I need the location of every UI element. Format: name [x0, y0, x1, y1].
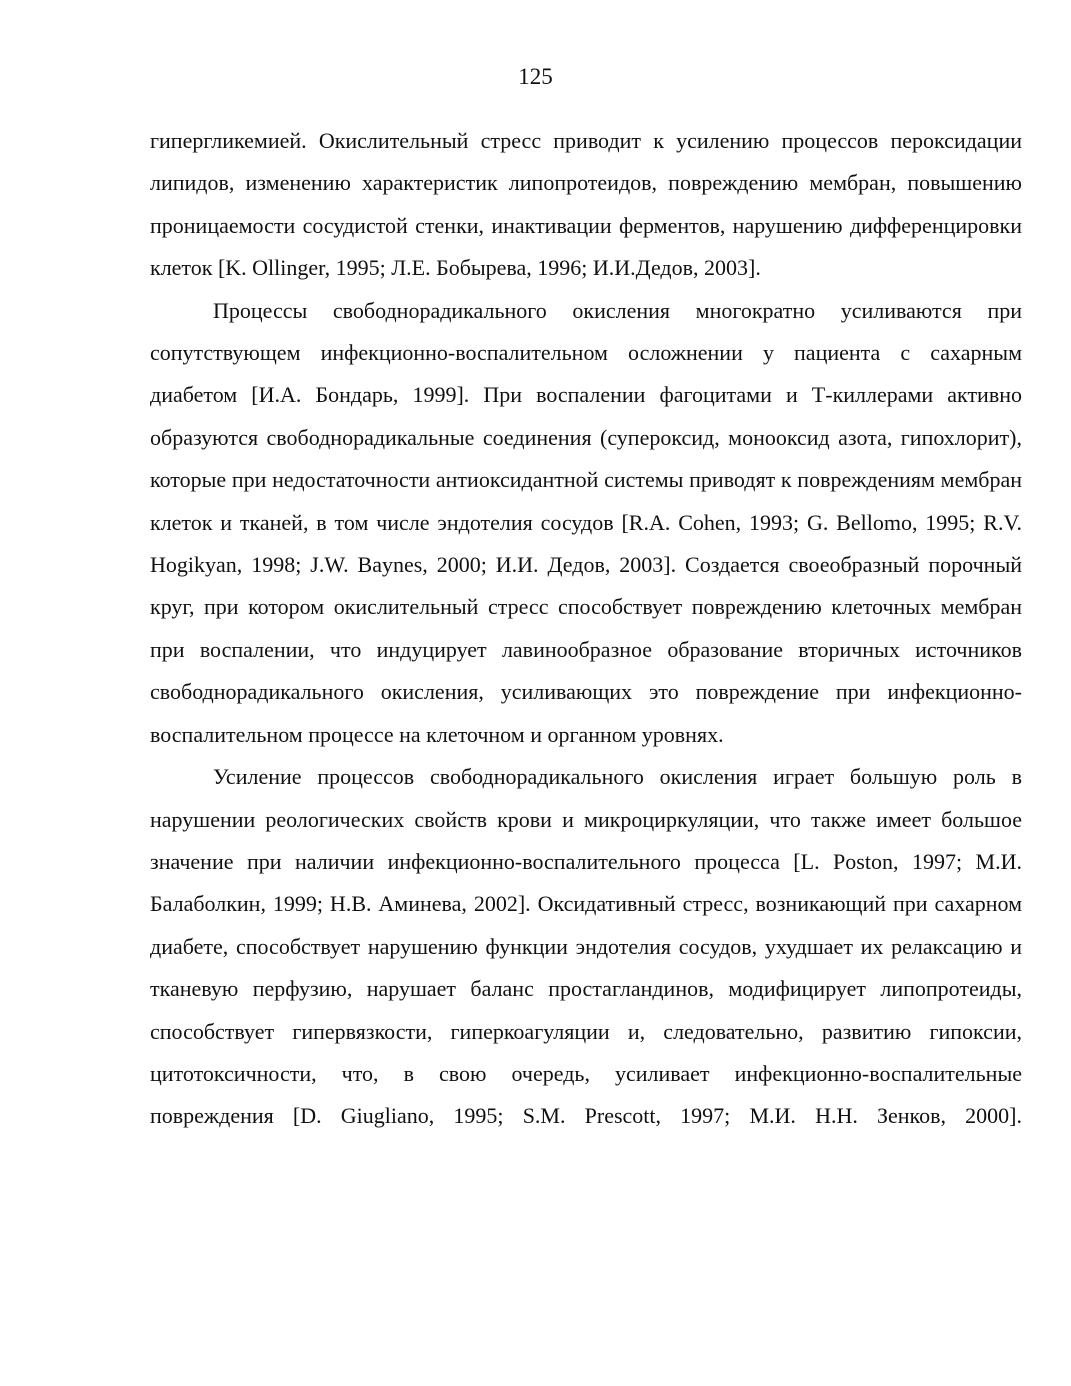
- document-body: [150, 120, 1022, 1138]
- paragraph-oxidative-stress-intro: гипергликемией. Окислительный стресс приводит к усилению процессов пероксидации липидов, изменению характеристик липопротеидов, повреждению мембран, повышению проницаемости сосудистой стенки, инактивации ферментов, нарушению дифференцировки клеток [K. Ollinger, 1995; Л.Е. Бобырева, 1996; И.И.Дедов, 2003].: [150, 128, 1022, 281]
- page-number: 125: [518, 64, 553, 89]
- paragraph-rheology-microcirculation: Усиление процессов свободнорадикального окисления играет большую роль в нарушении реологических свойств крови и микроциркуляции, что также имеет большое значение при наличии инфекционно-воспалительного процесса [L. Poston, 1997; М.И. Балаболкин, 1999; Н.В. Аминева, 2002]. Оксидативный стресс, возникающий при сахарном диабете, способствует нарушению функции эндотелия сосудов, ухудшает их релаксацию и тканевую перфузию, нарушает баланс простагландинов, модифицирует липопротеиды, способствует гипервязкости, гиперкоагуляции и, следовательно, развитию гипоксии, цитотоксичности, что, в свою очередь, усиливает инфекционно-воспалительные повреждения [D. Giugliano, 1995; S.M. Prescott, 1997; М.И. Н.Н. Зенков, 2000].: [150, 764, 1022, 1129]
- paragraph-free-radical-inflammation: Процессы свободнорадикального окисления многократно усиливаются при сопутствующем инфекционно-воспалительном осложнении у пациента с сахарным диабетом [И.А. Бондарь, 1999]. При воспалении фагоцитами и Т-киллерами активно образуются свободнорадикальные соединения (супероксид, монооксид азота, гипохлорит), которые при недостаточности антиоксидантной системы приводят к повреждениям мембран клеток и тканей, в том числе эндотелия сосудов [R.A. Cohen, 1993; G. Bellomo, 1995; R.V. Hogikyan, 1998; J.W. Baynes, 2000; И.И. Дедов, 2003]. Создается своеобразный порочный круг, при котором окислительный стресс способствует повреждению клеточных мембран при воспалении, что индуцирует лавинообразное образование вторичных источников свободнорадикального окисления, усиливающих это повреждение при инфекционно-воспалительном процессе на клеточном и органном уровнях.: [150, 297, 1022, 747]
